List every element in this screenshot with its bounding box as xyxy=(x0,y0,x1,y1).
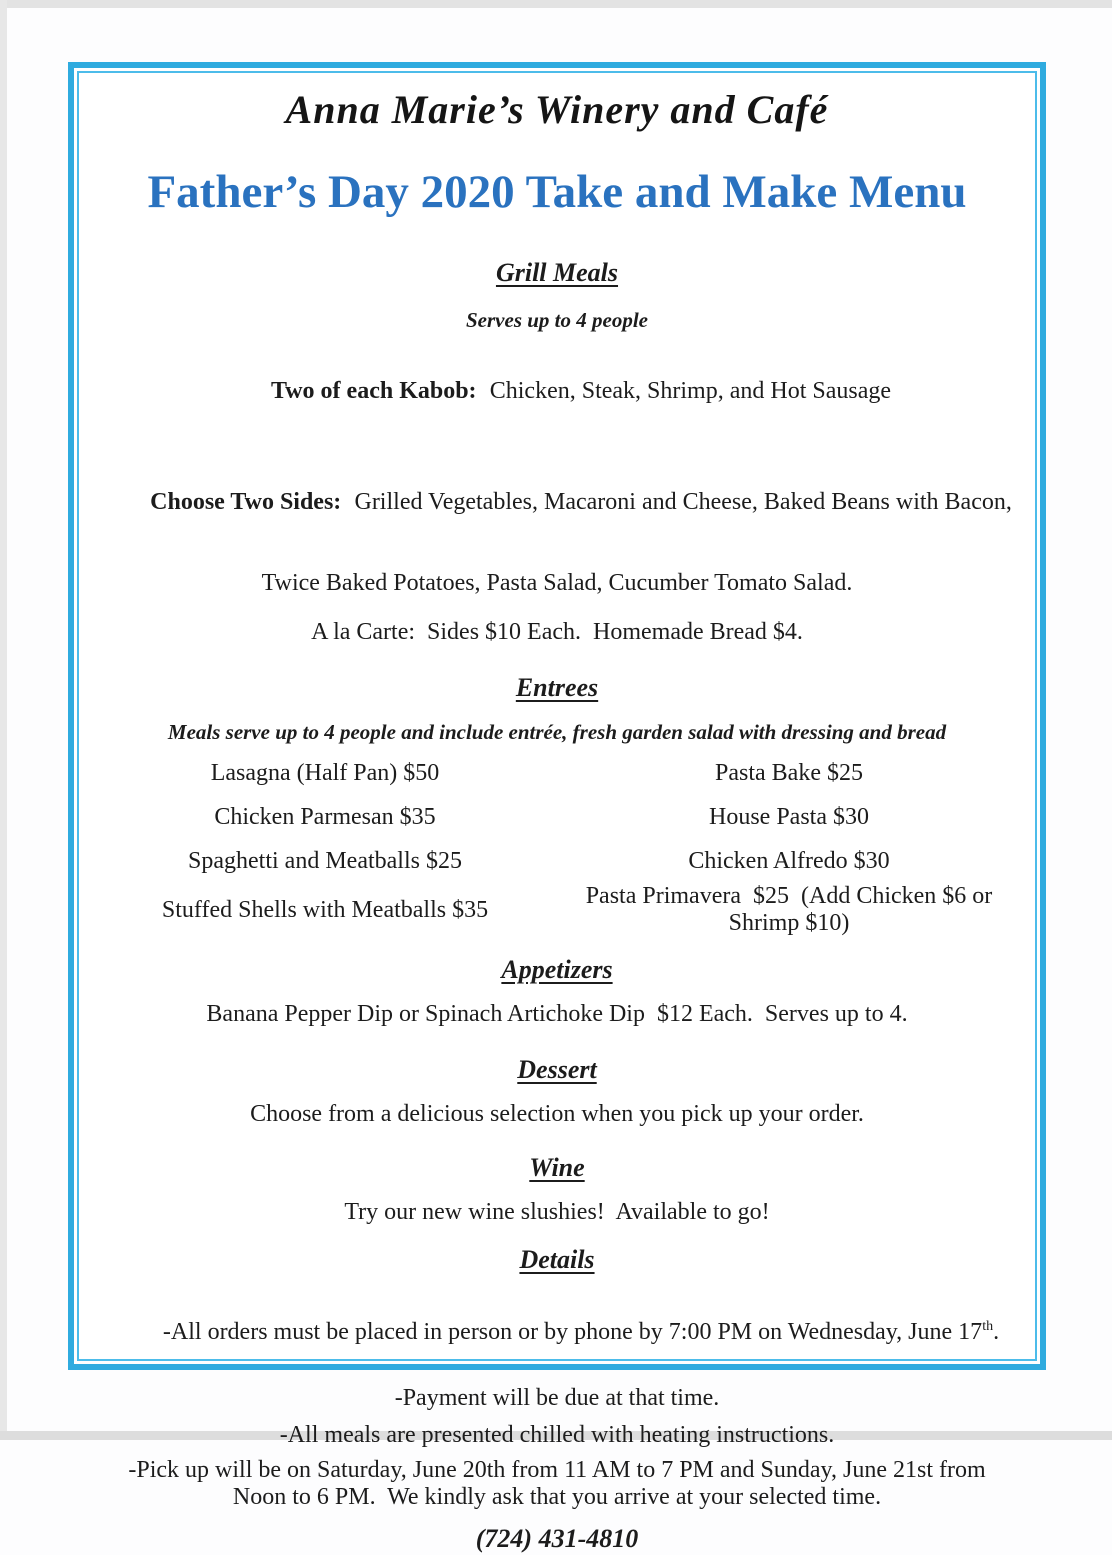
sides-text: Grilled Vegetables, Macaroni and Cheese, Baked Beans with Bacon, xyxy=(354,489,1012,515)
section-heading-entrees: Entrees xyxy=(515,673,599,702)
menu-flyer-inner-border xyxy=(77,71,1037,1553)
phone-number: (724) 431-4810 xyxy=(475,1524,639,1553)
section-heading-appetizers: Appetizers xyxy=(501,955,613,984)
appetizers-text: Banana Pepper Dip or Spinach Artichoke Dip $12 Each. Serves up to 4. xyxy=(206,1001,908,1027)
entree-item-house-pasta: House Pasta $30 xyxy=(709,803,869,830)
entree-item-spaghetti-meatballs: Spaghetti and Meatballs $25 xyxy=(188,847,462,874)
alacarte-line: A la Carte: Sides $10 Each. Homemade Bread $4. xyxy=(311,619,803,645)
entree-item-chicken-alfredo: Chicken Alfredo $30 xyxy=(688,847,890,874)
menu-title: Father’s Day 2020 Take and Make Menu xyxy=(147,166,967,218)
section-heading-dessert: Dessert xyxy=(517,1055,597,1084)
menu-content xyxy=(79,73,1035,1553)
entree-item-pasta-primavera: Pasta Primavera $25 (Add Chicken $6 or Shrimp $10) xyxy=(585,883,999,936)
sides-line xyxy=(79,457,1035,547)
details-line-orders xyxy=(79,1282,1035,1377)
details-line-orders-post: . xyxy=(993,1319,1000,1345)
kabob-line xyxy=(79,346,1035,436)
section-heading-wine: Wine xyxy=(529,1153,585,1182)
details-line-payment: -Payment will be due at that time. xyxy=(394,1385,720,1411)
kabob-text: Chicken, Steak, Shrimp, and Hot Sausage xyxy=(489,378,892,404)
entrees-grid xyxy=(79,751,1035,937)
entree-item-lasagna: Lasagna (Half Pan) $50 xyxy=(210,759,440,786)
entrees-note: Meals serve up to 4 people and include entrée, fresh garden salad with dressing and bread xyxy=(167,720,947,744)
photo-edge-left xyxy=(0,0,7,1440)
menu-flyer-border xyxy=(68,62,1046,1553)
restaurant-name: Anna Marie’s Winery and Café xyxy=(285,87,829,132)
entree-item-chicken-parmesan: Chicken Parmesan $35 xyxy=(214,803,436,830)
entree-item-pasta-bake: Pasta Bake $25 xyxy=(715,759,863,786)
sides-label: Choose Two Sides: xyxy=(150,489,342,515)
sides-line-2: Twice Baked Potatoes, Pasta Salad, Cucumber Tomato Salad. xyxy=(261,570,853,596)
section-heading-details: Details xyxy=(519,1245,595,1274)
section-heading-grill-meals: Grill Meals xyxy=(495,258,619,287)
photo-edge-top xyxy=(0,0,1112,8)
details-ordinal-suffix: th xyxy=(982,1319,994,1334)
entree-item-stuffed-shells: Stuffed Shells with Meatballs $35 xyxy=(161,896,489,923)
kabob-label: Two of each Kabob: xyxy=(270,378,477,404)
wine-text: Try our new wine slushies! Available to go! xyxy=(344,1199,770,1225)
details-line-pickup: -Pick up will be on Saturday, June 20th from 11 AM to 7 PM and Sunday, June 21st from Noon to 6 PM. We kindly ask that you arrive at your selected time. xyxy=(128,1457,992,1510)
grill-serves-note: Serves up to 4 people xyxy=(466,308,648,332)
dessert-text: Choose from a delicious selection when you pick up your order. xyxy=(250,1101,864,1127)
details-line-chilled: -All meals are presented chilled with heating instructions. xyxy=(279,1422,835,1448)
details-line-orders-pre: -All orders must be placed in person or by phone by 7:00 PM on Wednesday, June 17 xyxy=(162,1319,983,1345)
